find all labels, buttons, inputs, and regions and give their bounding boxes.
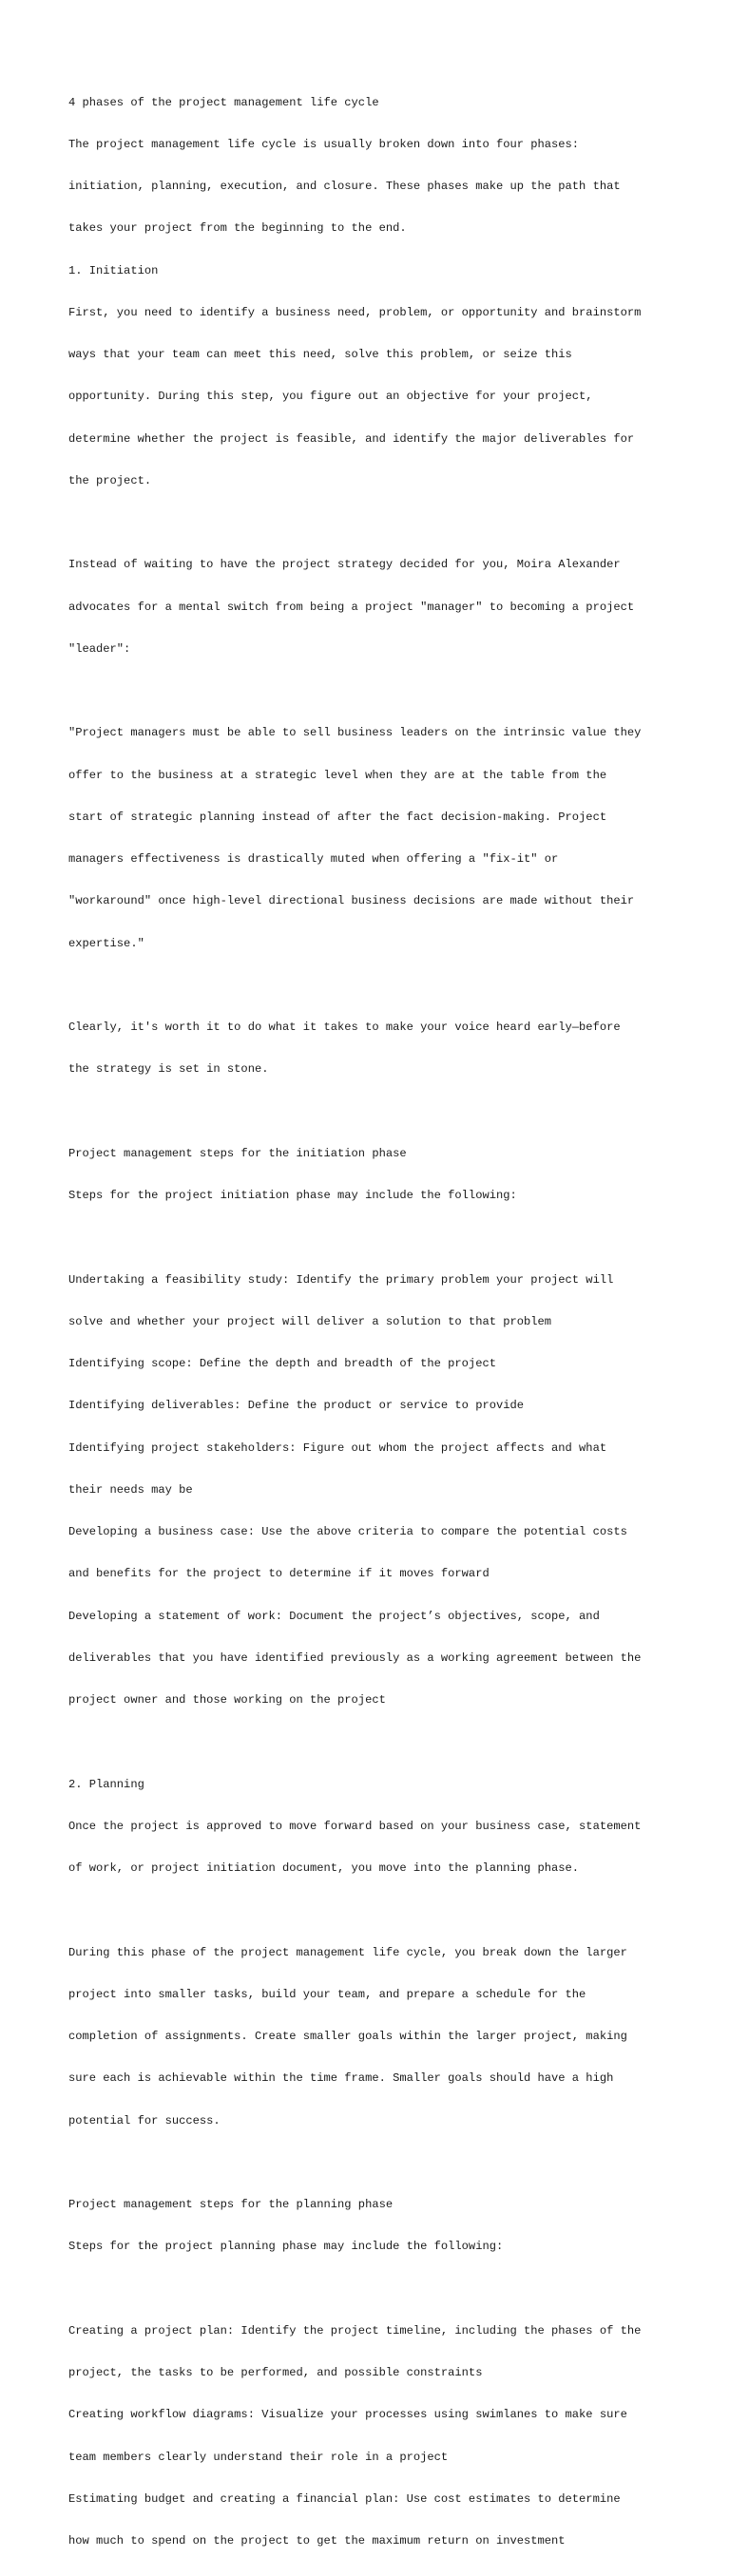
doc-line: potential for success. bbox=[68, 2113, 221, 2128]
doc-line: advocates for a mental switch from being a project "manager" to becoming a project bbox=[68, 600, 635, 614]
doc-line: Developing a statement of work: Document the project’s objectives, scope, and bbox=[68, 1609, 600, 1623]
doc-line: ways that your team can meet this need, solve this problem, or seize this bbox=[68, 348, 572, 361]
doc-line bbox=[68, 979, 677, 993]
doc-line: expertise." bbox=[68, 936, 144, 950]
doc-line: initiation, planning, execution, and closure. These phases make up the path that bbox=[68, 180, 621, 193]
doc-line bbox=[68, 684, 677, 698]
doc-line: Project management steps for the initiation phase bbox=[68, 1146, 407, 1160]
doc-line: project into smaller tasks, build your team, and prepare a schedule for the bbox=[68, 1987, 586, 2001]
doc-line bbox=[68, 1105, 677, 1119]
doc-line bbox=[68, 1903, 677, 1918]
doc-line: deliverables that you have identified previously as a working agreement between the bbox=[68, 1651, 642, 1665]
doc-line: 4 phases of the project management life cycle bbox=[68, 95, 379, 109]
doc-line: During this phase of the project management life cycle, you break down the larger bbox=[68, 1945, 627, 1959]
doc-line: opportunity. During this step, you figure out an objective for your project, bbox=[68, 390, 593, 404]
doc-line: Undertaking a feasibility study: Identify the primary problem your project will bbox=[68, 1272, 614, 1287]
doc-line: First, you need to identify a business need, problem, or opportunity and brainstorm bbox=[68, 305, 642, 319]
doc-line: Identifying project stakeholders: Figure out whom the project affects and what bbox=[68, 1441, 607, 1455]
document-text bbox=[68, 67, 677, 2576]
doc-line: Steps for the project planning phase may include the following: bbox=[68, 2240, 504, 2254]
doc-line: determine whether the project is feasible, and identify the major deliverables for bbox=[68, 431, 635, 446]
doc-line: completion of assignments. Create smaller goals within the larger project, making bbox=[68, 2030, 627, 2043]
doc-line: and benefits for the project to determine if it moves forward bbox=[68, 1567, 490, 1581]
doc-line: project, the tasks to be performed, and possible constraints bbox=[68, 2366, 483, 2379]
doc-line: their needs may be bbox=[68, 1482, 193, 1497]
doc-line: the strategy is set in stone. bbox=[68, 1062, 269, 1077]
doc-line: offer to the business at a strategic level when they are at the table from the bbox=[68, 768, 607, 782]
doc-line: start of strategic planning instead of after the fact decision-making. Project bbox=[68, 810, 607, 824]
doc-line: sure each is achievable within the time frame. Smaller goals should have a high bbox=[68, 2071, 614, 2086]
doc-line: how much to spend on the project to get the maximum return on investment bbox=[68, 2534, 566, 2547]
doc-line: managers effectiveness is drastically muted when offering a "fix-it" or bbox=[68, 852, 559, 866]
doc-line: Identifying scope: Define the depth and breadth of the project bbox=[68, 1357, 496, 1370]
doc-line: "workaround" once high-level directional business decisions are made without their bbox=[68, 894, 635, 908]
doc-line: the project. bbox=[68, 473, 152, 487]
doc-line: 2. Planning bbox=[68, 1777, 144, 1791]
doc-line: Once the project is approved to move forward based on your business case, statement bbox=[68, 1819, 642, 1833]
doc-line: Estimating budget and creating a financial plan: Use cost estimates to determine bbox=[68, 2491, 621, 2506]
doc-line: of work, or project initiation document, you move into the planning phase. bbox=[68, 1861, 580, 1875]
doc-line: "Project managers must be able to sell business leaders on the intrinsic value they bbox=[68, 726, 642, 740]
doc-line bbox=[68, 1735, 677, 1749]
doc-line: team members clearly understand their role in a project bbox=[68, 2450, 449, 2464]
doc-line: project owner and those working on the project bbox=[68, 1693, 386, 1707]
doc-line: The project management life cycle is usually broken down into four phases: bbox=[68, 137, 580, 151]
doc-line: Developing a business case: Use the above criteria to compare the potential costs bbox=[68, 1525, 627, 1538]
doc-line: Identifying deliverables: Define the product or service to provide bbox=[68, 1399, 524, 1413]
doc-line: Creating workflow diagrams: Visualize your processes using swimlanes to make sure bbox=[68, 2408, 627, 2422]
doc-line: Steps for the project initiation phase may include the following: bbox=[68, 1189, 517, 1202]
doc-line: Project management steps for the planning phase bbox=[68, 2198, 394, 2211]
doc-line bbox=[68, 2156, 677, 2170]
doc-line: solve and whether your project will deliver a solution to that problem bbox=[68, 1314, 552, 1328]
doc-line: 1. Initiation bbox=[68, 263, 159, 277]
doc-line bbox=[68, 516, 677, 530]
doc-line: Clearly, it's worth it to do what it takes to make your voice heard early—before bbox=[68, 1021, 621, 1034]
doc-line: Instead of waiting to have the project strategy decided for you, Moira Alexander bbox=[68, 558, 621, 572]
doc-line: Creating a project plan: Identify the project timeline, including the phases of the bbox=[68, 2323, 642, 2337]
doc-line bbox=[68, 2282, 677, 2297]
doc-line: takes your project from the beginning to the end. bbox=[68, 221, 407, 236]
doc-line: "leader": bbox=[68, 641, 131, 656]
doc-line bbox=[68, 1231, 677, 1245]
